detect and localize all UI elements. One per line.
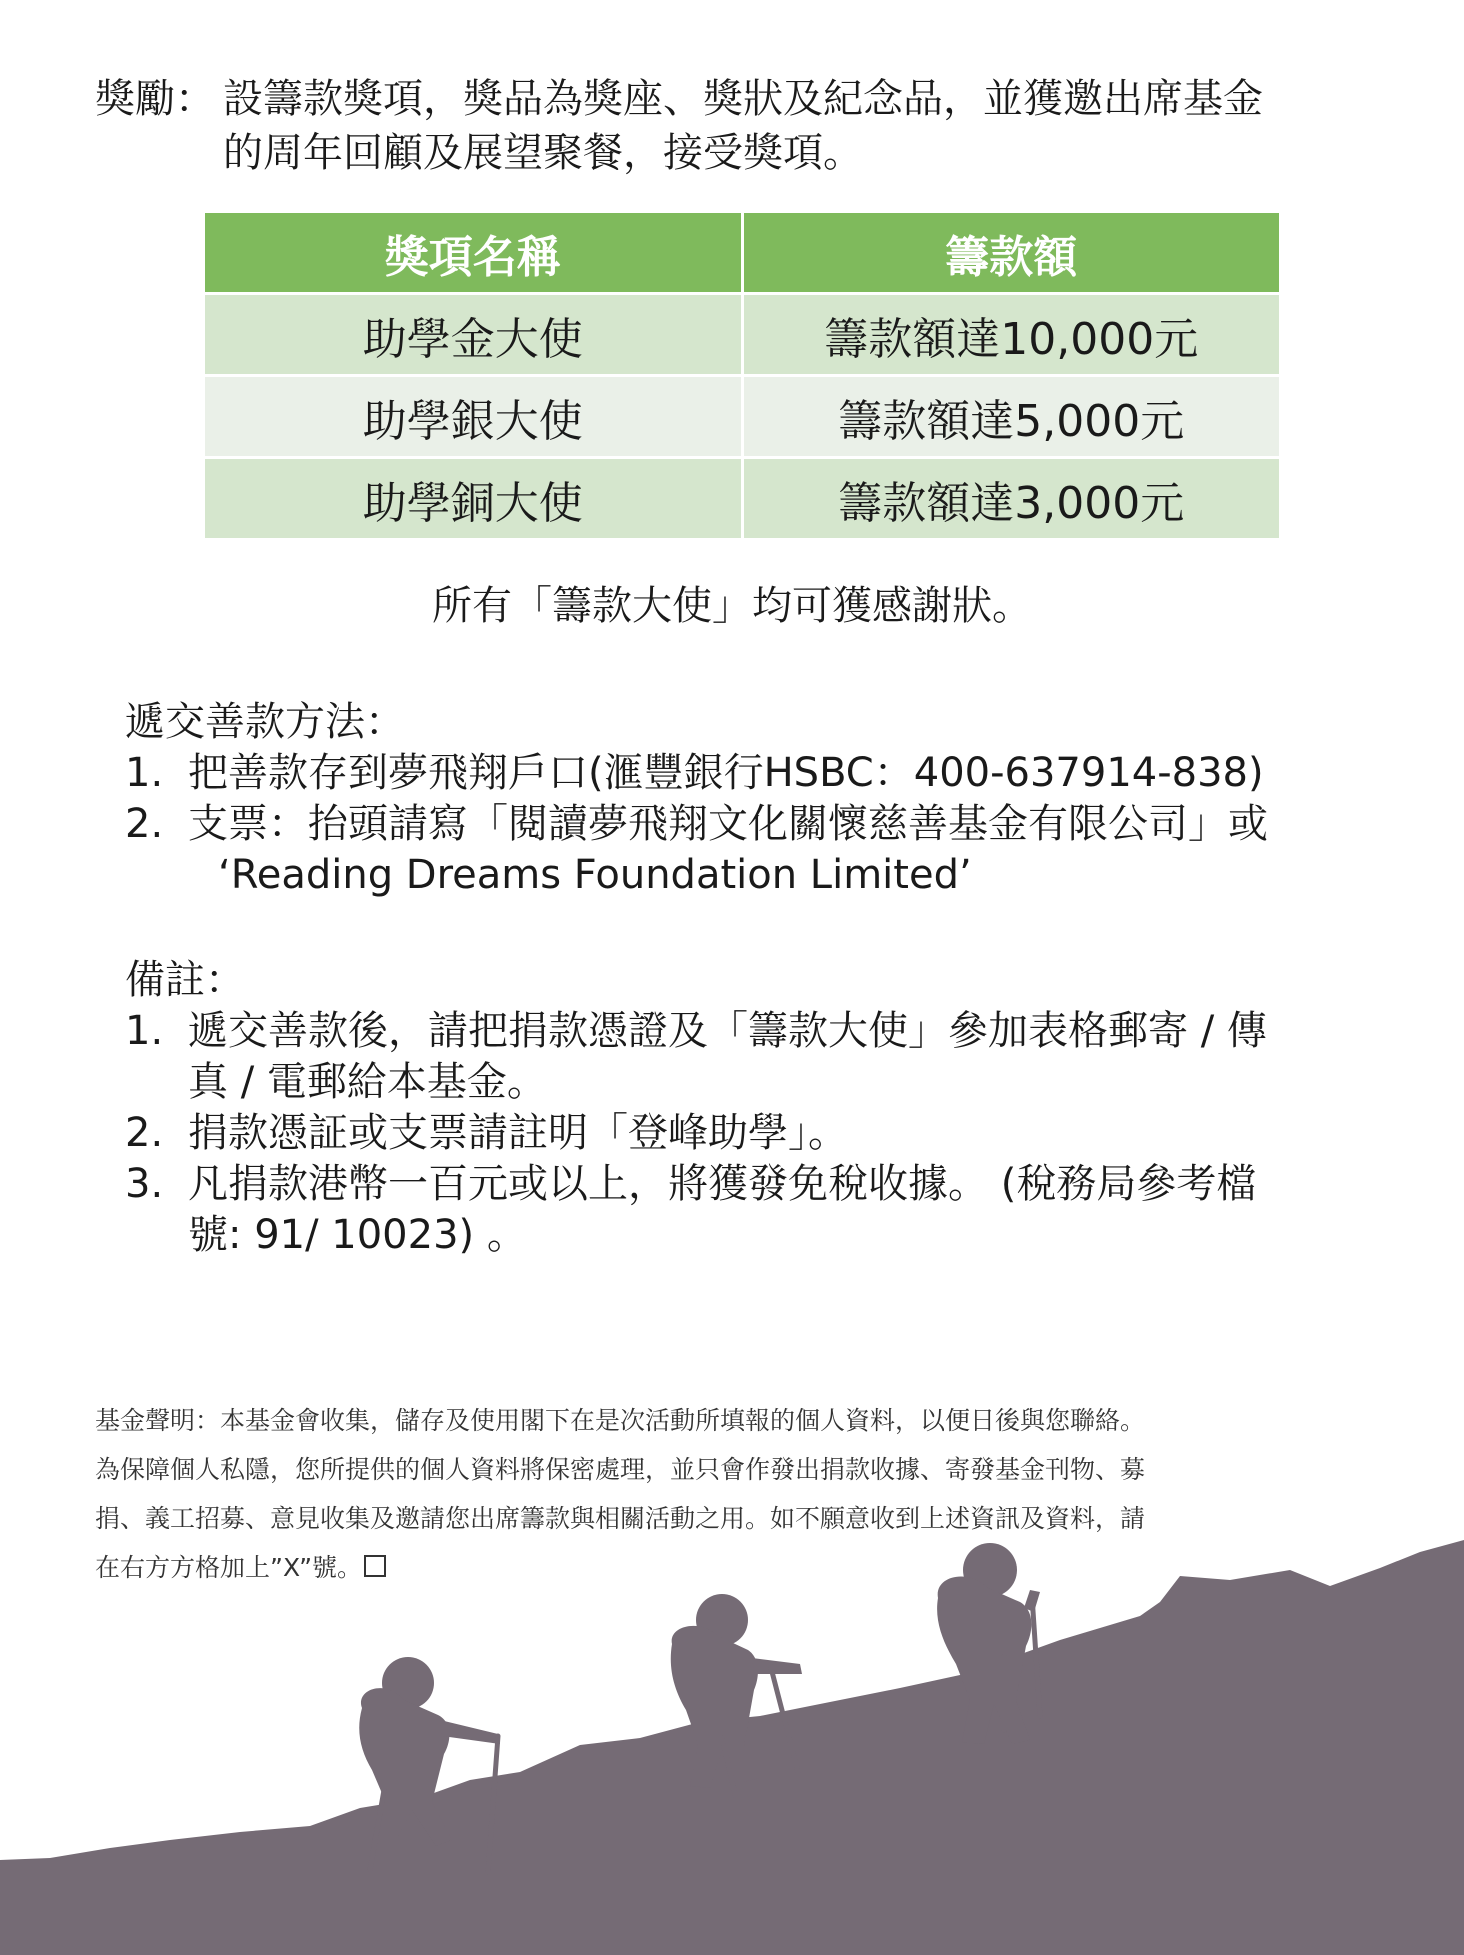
list-number: 2.	[125, 801, 164, 847]
award-text-line1: 設籌款獎項，獎品為獎座、獎狀及紀念品，並獲邀出席基金	[223, 76, 1263, 122]
disclaimer-line-text: 在右方方格加上”X”號。	[95, 1553, 363, 1582]
table-row	[205, 376, 1279, 458]
header-award-name: 獎項名稱	[205, 213, 742, 294]
award-row	[95, 72, 1395, 126]
list-item	[125, 1108, 1445, 1159]
list-item	[125, 1159, 1445, 1261]
table-row	[205, 458, 1279, 540]
award-table-header-row	[205, 213, 1279, 294]
remark-1-line1: 遞交善款後，請把捐款憑證及「籌款大使」參加表格郵寄 / 傳	[188, 1008, 1267, 1054]
payment-heading: 遞交善款方法：	[125, 699, 405, 745]
list-number: 1.	[125, 750, 164, 796]
award-amount-bronze: 籌款額達3,000元	[742, 458, 1279, 540]
award-amount-gold: 籌款額達10,000元	[742, 294, 1279, 376]
payment-cheque-english: ‘Reading Dreams Foundation Limited’	[218, 852, 972, 898]
disclaimer-line: 為保障個人私隱，您所提供的個人資料將保密處理，並只會作發出捐款收據、寄發基金刊物、募	[95, 1455, 1146, 1484]
award-label: 獎勵：	[95, 76, 215, 122]
list-item	[125, 1006, 1445, 1108]
remark-3-line1: 凡捐款港幣一百元或以上，將獲發免稅收據。 (稅務局參考檔	[188, 1161, 1257, 1207]
list-item	[125, 799, 1445, 850]
disclaimer-line: 捐、義工招募、意見收集及邀請您出席籌款與相關活動之用。如不願意收到上述資訊及資料，請	[95, 1504, 1146, 1533]
award-amount-silver: 籌款額達5,000元	[742, 376, 1279, 458]
list-number: 1.	[125, 1008, 164, 1054]
remark-3-line2: 號: 91/ 10023) 。	[188, 1212, 527, 1258]
award-name-bronze: 助學銅大使	[205, 458, 742, 540]
remark-1-line2: 真 / 電郵給本基金。	[188, 1059, 547, 1105]
remarks-heading: 備註：	[125, 957, 245, 1003]
list-number: 3.	[125, 1161, 164, 1207]
payment-section	[125, 697, 1445, 901]
list-item	[125, 748, 1445, 799]
award-text-line2: 的周年回顧及展望聚餐，接受獎項。	[223, 130, 863, 176]
disclaimer-line: 基金聲明：本基金會收集，儲存及使用閣下在是次活動所填報的個人資料，以便日後與您聯絡。	[95, 1406, 1146, 1435]
award-section	[95, 72, 1395, 180]
remark-2-line1: 捐款憑証或支票請註明「登峰助學」。	[188, 1110, 848, 1156]
payment-cheque-text: 支票：抬頭請寫「閱讀夢飛翔文化關懷慈善基金有限公司」或	[188, 801, 1268, 847]
remarks-list	[125, 1006, 1445, 1261]
thanks-note: 所有「籌款大使」均可獲感謝狀。	[432, 583, 1032, 629]
table-row	[205, 294, 1279, 376]
award-table	[205, 213, 1279, 541]
payment-list	[125, 748, 1445, 850]
header-amount: 籌款額	[742, 213, 1279, 294]
award-name-silver: 助學銀大使	[205, 376, 742, 458]
payment-bank-text: 把善款存到夢飛翔戶口(滙豐銀行HSBC：400-637914-838)	[188, 750, 1264, 796]
remarks-section	[125, 955, 1445, 1261]
hikers-silhouette-illustration	[0, 1540, 1464, 1955]
list-number: 2.	[125, 1110, 164, 1156]
award-name-gold: 助學金大使	[205, 294, 742, 376]
